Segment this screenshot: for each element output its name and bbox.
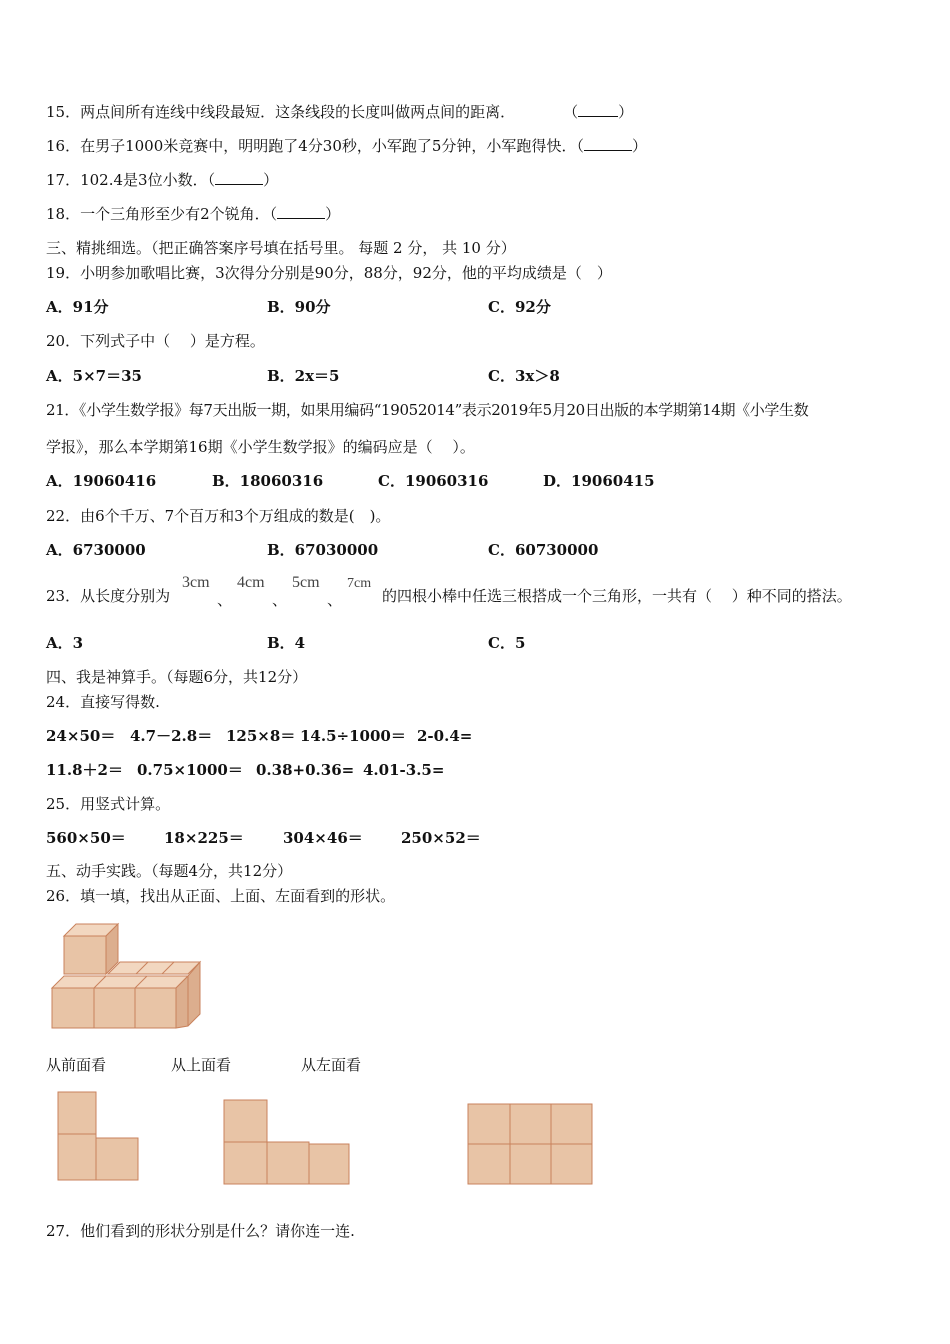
view-shape-3 bbox=[466, 1102, 596, 1188]
view-label-top: 从上面看 bbox=[171, 1056, 232, 1074]
section-3-heading: 三、精挑细选。（把正确答案序号填在括号里。 每题 2 分， 共 10 分） bbox=[46, 239, 516, 257]
q18-answer-blank[interactable] bbox=[277, 204, 325, 219]
q24-expr-7: 0.75×1000＝ bbox=[137, 761, 243, 779]
q17-close-paren: ） bbox=[263, 171, 279, 189]
q15-close-paren: ） bbox=[618, 103, 634, 121]
length-5cm: 5cm bbox=[292, 574, 320, 591]
q19-option-c[interactable]: C．92分 bbox=[488, 298, 551, 316]
q21-option-d[interactable]: D．19060415 bbox=[543, 472, 655, 490]
q24-expr-9: 4.01-3.5= bbox=[363, 761, 445, 779]
q18-open-paren: （ bbox=[269, 205, 278, 223]
q25-expr-2: 18×225＝ bbox=[164, 829, 244, 847]
section-5-heading: 五、动手实践。（每题4分，共12分） bbox=[46, 862, 293, 880]
q20-option-c[interactable]: C．3x＞8 bbox=[488, 367, 560, 385]
question-21-line2: 学报》，那么本学期第16期《小学生数学报》的编码应是（ ）。 bbox=[46, 438, 475, 456]
length-7cm: 7cm bbox=[347, 576, 372, 591]
question-25-title: 25．用竖式计算。 bbox=[46, 795, 171, 813]
q24-expr-1: 24×50＝ bbox=[46, 727, 116, 745]
q21-option-b[interactable]: B．18060316 bbox=[212, 472, 324, 490]
q23-option-a[interactable]: A．3 bbox=[46, 634, 84, 652]
q16-open-paren: （ bbox=[576, 137, 584, 155]
q22-option-a[interactable]: A．6730000 bbox=[46, 541, 146, 559]
q23-sep-3: 、 bbox=[327, 591, 343, 609]
q15-answer-blank[interactable] bbox=[578, 102, 618, 117]
q24-expr-2: 4.7－2.8＝ bbox=[130, 727, 213, 745]
question-27-title: 27．他们看到的形状分别是什么？请你连一连. bbox=[46, 1222, 355, 1240]
q23-sep-2: 、 bbox=[272, 591, 288, 609]
question-26-title: 26．填一填，找出从正面、上面、左面看到的形状。 bbox=[46, 887, 396, 905]
question-18 bbox=[46, 204, 340, 224]
q24-expr-8: 0.38+0.36= bbox=[256, 761, 355, 779]
question-16 bbox=[46, 136, 647, 156]
question-23-start: 23．从长度分别为 bbox=[46, 587, 171, 605]
cube-stack-figure bbox=[48, 918, 208, 1034]
q21-option-a[interactable]: A．19060416 bbox=[46, 472, 157, 490]
question-23-end: 的四根小棒中任选三根搭成一个三角形，一共有（ ）种不同的搭法。 bbox=[382, 587, 852, 605]
view-label-left: 从左面看 bbox=[301, 1056, 362, 1074]
question-24-title: 24．直接写得数. bbox=[46, 693, 160, 711]
q17-open-paren: （ bbox=[207, 171, 216, 189]
q22-option-b[interactable]: B．67030000 bbox=[267, 541, 379, 559]
question-19: 19．小明参加歌唱比赛，3次得分分别是90分，88分，92分，他的平均成绩是（ ） bbox=[46, 264, 612, 282]
q16-answer-blank[interactable] bbox=[584, 136, 632, 151]
q15-text: 15．两点间所有连线中线段最短．这条线段的长度叫做两点间的距离． bbox=[46, 103, 516, 121]
q24-expr-3: 125×8＝ bbox=[226, 727, 296, 745]
q24-expr-5: 2-0.4= bbox=[417, 727, 473, 745]
q17-text: 17．102.4是3位小数． bbox=[46, 171, 208, 189]
q20-option-a[interactable]: A．5×7＝35 bbox=[46, 367, 142, 385]
q20-option-b[interactable]: B．2x＝5 bbox=[267, 367, 340, 385]
q19-option-a[interactable]: A．91分 bbox=[46, 298, 109, 316]
q23-option-b[interactable]: B．4 bbox=[267, 634, 306, 652]
section-4-heading: 四、我是神算手。（每题6分，共12分） bbox=[46, 668, 308, 686]
q23-sep-1: 、 bbox=[217, 591, 233, 609]
q25-expr-4: 250×52＝ bbox=[401, 829, 481, 847]
q18-text: 18．一个三角形至少有2个锐角． bbox=[46, 205, 270, 223]
question-22: 22．由6个千万、7个百万和3个万组成的数是( )。 bbox=[46, 507, 391, 525]
q17-answer-blank[interactable] bbox=[215, 170, 263, 185]
question-15 bbox=[46, 102, 633, 122]
length-4cm: 4cm bbox=[237, 574, 265, 591]
q15-open-paren: （ bbox=[563, 103, 579, 121]
q19-option-b[interactable]: B．90分 bbox=[267, 298, 331, 316]
view-shape-1 bbox=[56, 1090, 142, 1184]
q24-expr-4: 14.5÷1000＝ bbox=[300, 727, 406, 745]
question-21-line1: 21．《小学生数学报》每7天出版一期，如果用编码“19052014”表示2019年5月20日出版的本学期第14期《小学生数 bbox=[46, 401, 809, 419]
q16-text: 16．在男子1000米竞赛中，明明跑了4分30秒，小军跑了5分钟，小军跑得快． bbox=[46, 137, 577, 155]
q25-expr-3: 304×46＝ bbox=[283, 829, 363, 847]
q25-expr-1: 560×50＝ bbox=[46, 829, 126, 847]
q21-option-c[interactable]: C．19060316 bbox=[378, 472, 489, 490]
view-shape-2 bbox=[222, 1098, 352, 1188]
q22-option-c[interactable]: C．60730000 bbox=[488, 541, 599, 559]
length-3cm: 3cm bbox=[182, 574, 210, 591]
view-label-front: 从前面看 bbox=[46, 1056, 107, 1074]
question-17 bbox=[46, 170, 278, 190]
q23-option-c[interactable]: C．5 bbox=[488, 634, 526, 652]
q18-close-paren: ） bbox=[325, 205, 341, 223]
q16-close-paren: ） bbox=[631, 137, 647, 155]
q24-expr-6: 11.8＋2＝ bbox=[46, 761, 123, 779]
question-20: 20．下列式子中（ ）是方程。 bbox=[46, 332, 265, 350]
